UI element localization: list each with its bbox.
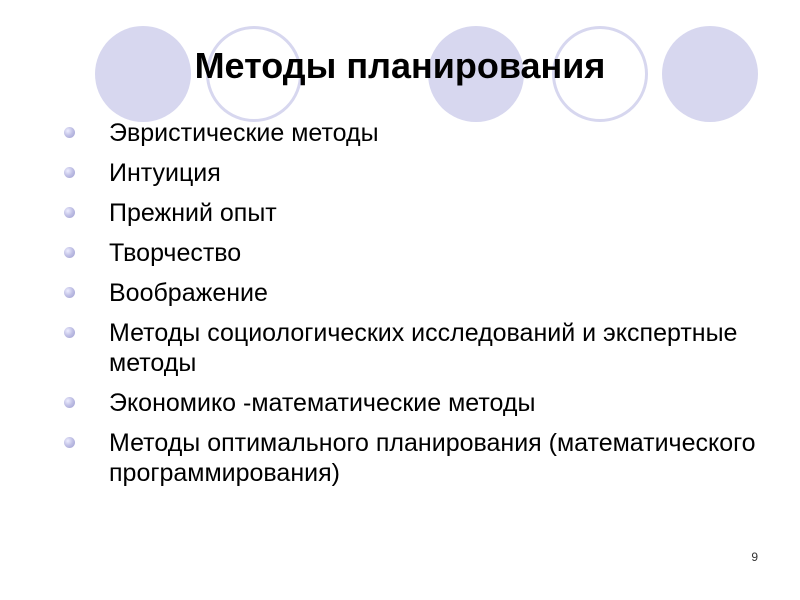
bullet-text: Интуиция <box>109 159 221 187</box>
slide-title: Методы планирования <box>194 45 606 86</box>
bullet-dot-icon <box>64 287 75 298</box>
bullet-item <box>0 118 760 148</box>
bullet-item <box>0 198 760 228</box>
bullet-dot-icon <box>64 247 75 258</box>
bullet-item <box>0 428 760 488</box>
bullet-item <box>0 158 760 188</box>
bullet-list <box>0 118 760 498</box>
bullet-text: Воображение <box>109 279 268 307</box>
page-number: 9 <box>751 550 758 564</box>
bullet-dot-icon <box>64 167 75 178</box>
bullet-item <box>0 318 760 378</box>
bullet-text: Эвристические методы <box>109 119 379 147</box>
bullet-text: Методы социологических исследований и экспертные методы <box>109 319 738 377</box>
bullet-dot-icon <box>64 397 75 408</box>
bullet-text: Творчество <box>109 239 242 267</box>
bullet-dot-icon <box>64 437 75 448</box>
bullet-text: Экономико -математические методы <box>109 389 536 417</box>
bullet-text: Прежний опыт <box>109 199 277 227</box>
bullet-dot-icon <box>64 327 75 338</box>
bullet-text: Методы оптимального планирования (математического программирования) <box>109 429 756 487</box>
bullet-dot-icon <box>64 127 75 138</box>
bullet-item <box>0 388 760 418</box>
bullet-item <box>0 278 760 308</box>
bullet-item <box>0 238 760 268</box>
bullet-dot-icon <box>64 207 75 218</box>
